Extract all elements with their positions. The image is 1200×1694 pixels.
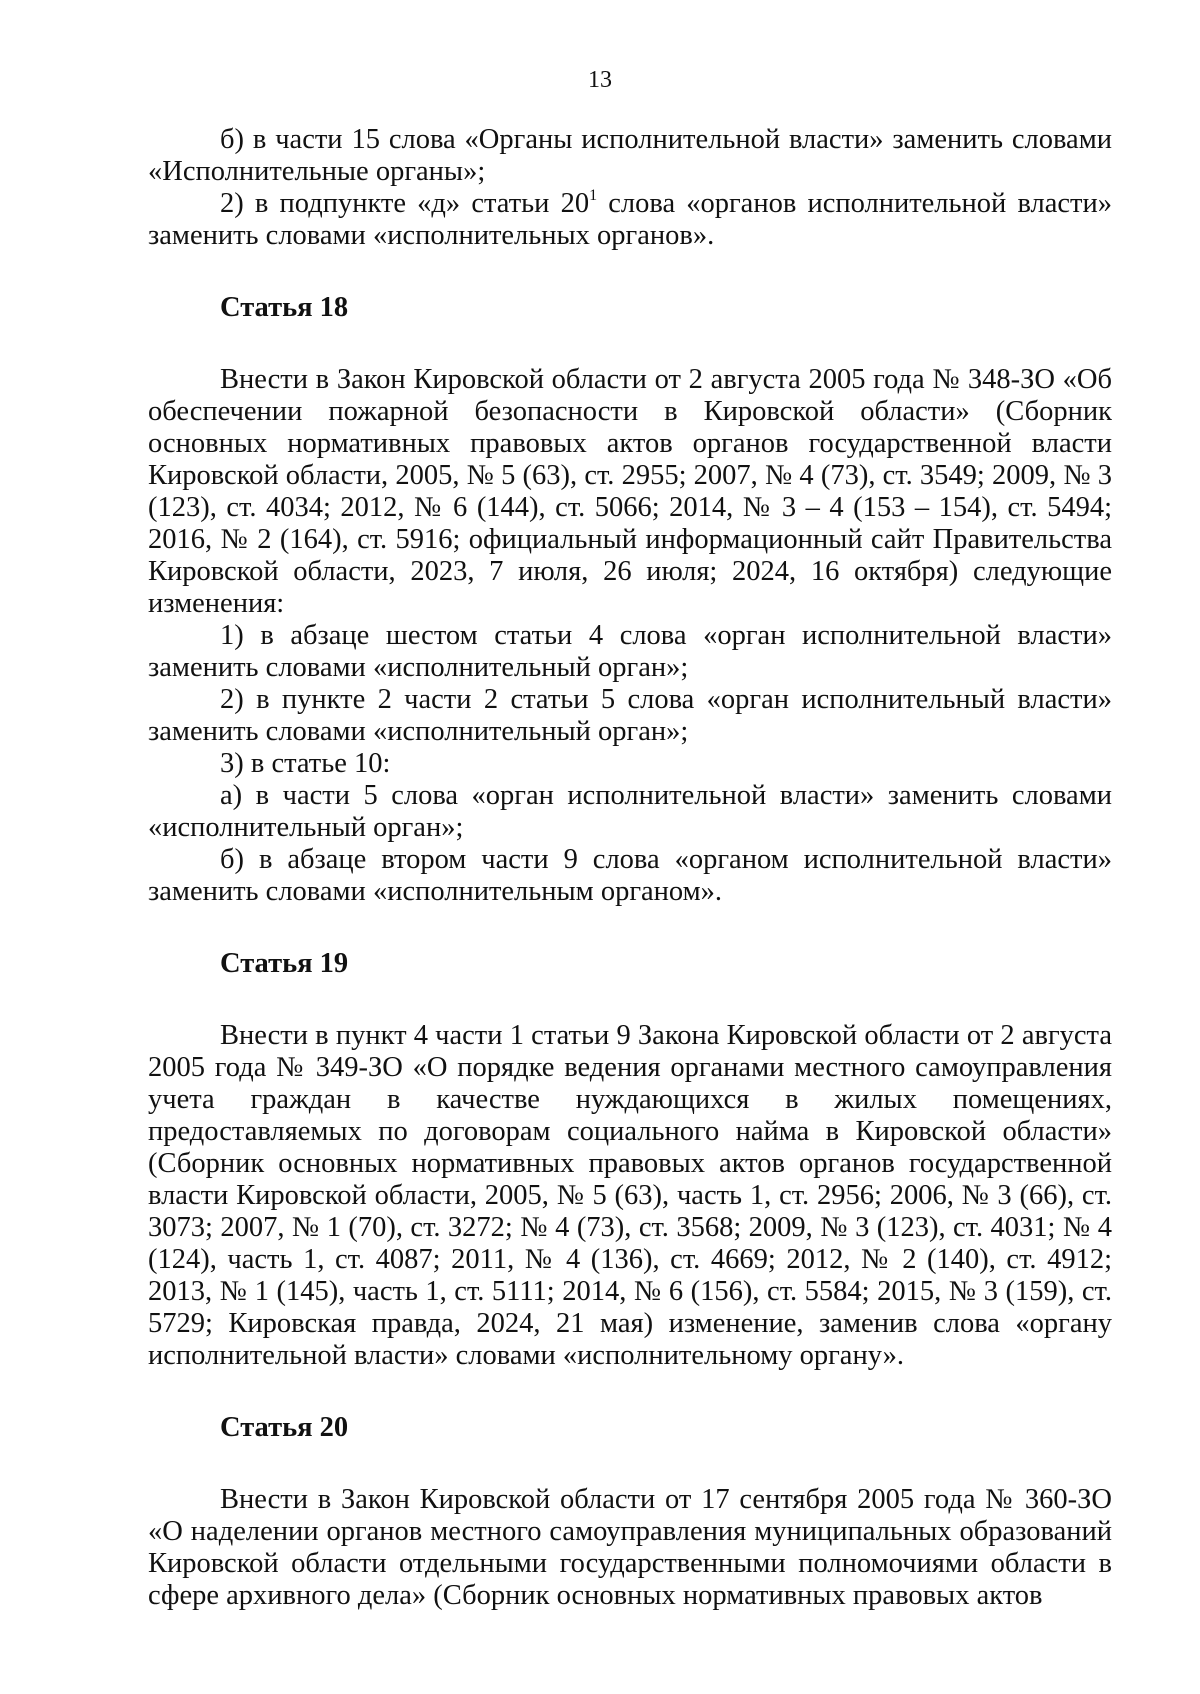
article-18-item-1: 1) в абзаце шестом статьи 4 слова «орган исполнительной власти» заменить словами «исполнительный орган»;	[148, 620, 1112, 683]
article-18-intro: Внести в Закон Кировской области от 2 августа 2005 года № 348-ЗО «Об обеспечении пожарной безопасности в Кировской области» (Сборник основных нормативных правовых актов органов государственной власти Кировской области, 2005, № 5 (63), ст. 2955; 2007, № 4 (73), ст. 3549; 2009, № 3 (123), ст. 4034; 2012, № 6 (144), ст. 5066; 2014, № 3 – 4 (153 – 154), ст. 5494; 2016, № 2 (164), ст. 5916; официальный информационный сайт Правительства Кировской области, 2023, 7 июля, 26 июля; 2024, 16 октября) следующие изменения:	[148, 364, 1112, 619]
article-18-item-3b: б) в абзаце втором части 9 слова «органом исполнительной власти» заменить словами «исполнительным органом».	[148, 844, 1112, 907]
page-number: 13	[588, 67, 612, 93]
article-20-heading: Статья 20	[220, 1412, 349, 1443]
article-18-item-2: 2) в пункте 2 части 2 статьи 5 слова «орган исполнительный власти» заменить словами «исполнительный орган»;	[148, 684, 1112, 747]
art17-item-b: б) в части 15 слова «Органы исполнительной власти» заменить словами «Исполнительные органы»;	[148, 124, 1112, 187]
article-18-item-3a: а) в части 5 слова «орган исполнительной власти» заменить словами «исполнительный орган»;	[148, 780, 1112, 843]
document-body	[148, 124, 1112, 1612]
art17-item-2	[148, 188, 1112, 252]
art17-item-2-superscript: 1	[589, 187, 598, 204]
article-19-text: Внести в пункт 4 части 1 статьи 9 Закона Кировской области от 2 августа 2005 года № 349-ЗО «О порядке ведения органами местного самоуправления учета граждан в качестве нуждающихся в жилых помещениях, предоставляемых по договорам социального найма в Кировской области» (Сборник основных нормативных правовых актов органов государственной власти Кировской области, 2005, № 5 (63), часть 1, ст. 2956; 2006, № 3 (66), ст. 3073; 2007, № 1 (70), ст. 3272; № 4 (73), ст. 3568; 2009, № 3 (123), ст. 4031; № 4 (124), часть 1, ст. 4087; 2011, № 4 (136), ст. 4669; 2012, № 2 (140), ст. 4912; 2013, № 1 (145), часть 1, ст. 5111; 2014, № 6 (156), ст. 5584; 2015, № 3 (159), ст. 5729; Кировская правда, 2024, 21 мая) изменение, заменив слова «органу исполнительной власти» словами «исполнительному органу».	[148, 1020, 1112, 1371]
article-19-heading: Статья 19	[220, 948, 349, 979]
art17-item-2-before: 2) в подпункте «д» статьи 20	[220, 188, 590, 219]
article-18-item-3: 3) в статье 10:	[220, 748, 391, 779]
article-18-heading: Статья 18	[220, 292, 349, 323]
art17-item-2-after: слова «органов исполнительной власти» заменить словами «исполнительных органов».	[148, 188, 1113, 251]
article-20-text: Внести в Закон Кировской области от 17 сентября 2005 года № 360-ЗО «О наделении органов местного самоуправления муниципальных образований Кировской области отдельными государственными полномочиями области в сфере архивного дела» (Сборник основных нормативных правовых актов	[148, 1484, 1112, 1611]
